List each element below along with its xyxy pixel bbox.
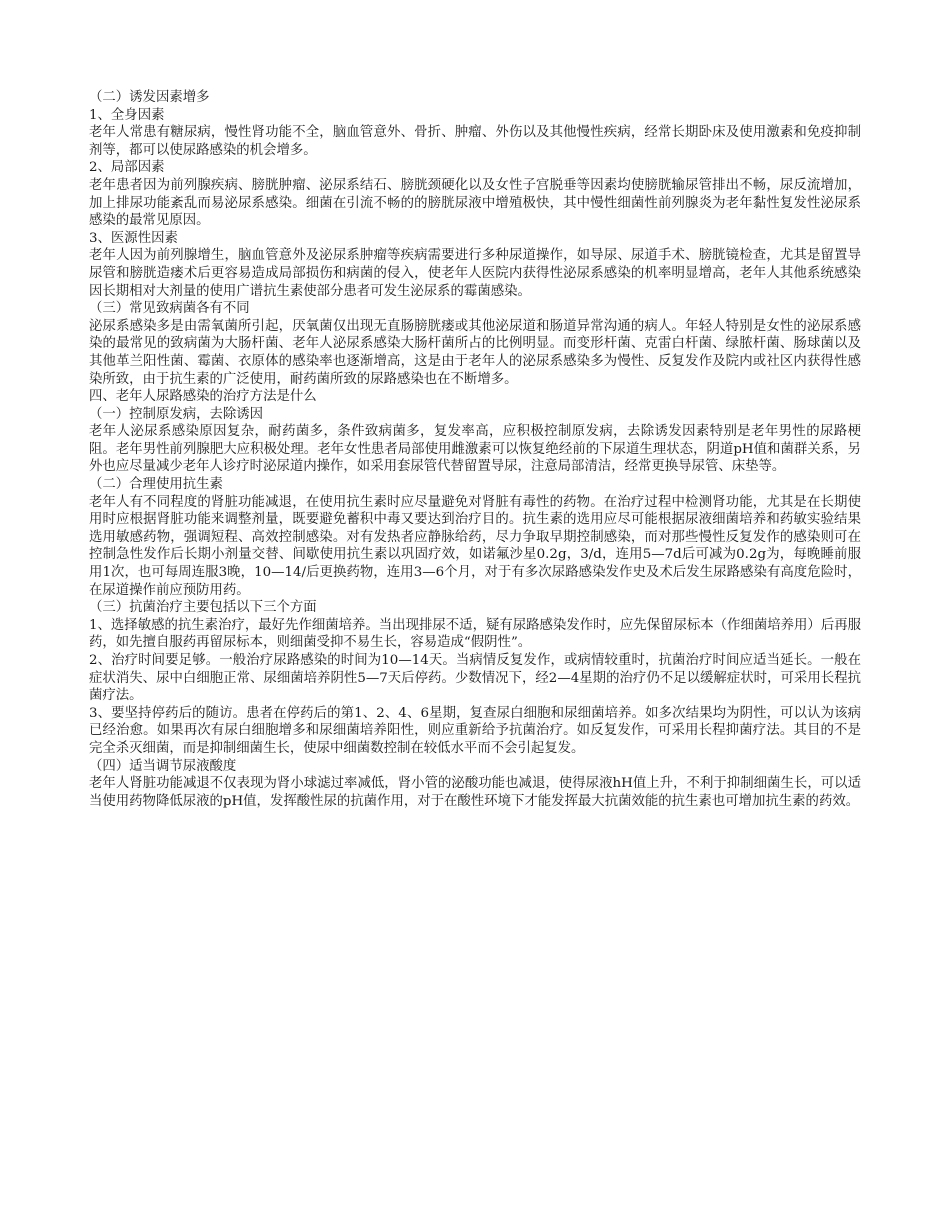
paragraph: 3、要坚持停药后的随访。患者在停药后的第1、2、4、6星期，复查尿白细胞和尿细菌培养。如多次结果均为阴性，可以认为该病已经治愈。如果再次有尿白细胞增多和尿细菌培养阳性，则应重新给予抗菌治疗。如反复发作，可采用长程抑菌疗法。其目的不是完全杀灭细菌，而是抑制细菌生长，使尿中细菌数控制在较低水平而不会引起复发。 <box>89 705 861 756</box>
paragraph: 老年患者因为前列腺疾病、膀胱肿瘤、泌尿系结石、膀胱颈硬化以及女性子宫脱垂等因素均使膀胱输尿管排出不畅，尿反流增加，加上排尿功能紊乱而易泌尿系感染。细菌在引流不畅的的膀胱尿液中增殖极快，其中慢性细菌性前列腺炎为老年黏性复发性泌尿系感染的最常见原因。 <box>89 177 861 229</box>
document-body <box>89 89 861 810</box>
subsection-heading: 3、医源性因素 <box>89 230 178 246</box>
paragraph: 老年人肾脏功能减退不仅表现为肾小球滤过率减低，肾小管的泌酸功能也减退，使得尿液hH值上升，不利于抑制细菌生长，可以适当使用药物降低尿液的pH值，发挥酸性尿的抗菌作用，对于在酸性环境下才能发挥最大抗菌效能的抗生素也可增加抗生素的药效。 <box>89 776 861 809</box>
paragraph: 老年人因为前列腺增生，脑血管意外及泌尿系肿瘤等疾病需要进行多种尿道操作，如导尿、尿道手术、膀胱镜检查，尤其是留置导尿管和膀胱造瘘术后更容易造成局部损伤和病菌的侵入，使老年人医院内获得性泌尿系感染的机率明显增高，老年人其他系统感染因长期相对大剂量的使用广谱抗生素使部分患者可发生泌尿系的霉菌感染。 <box>89 248 861 299</box>
subsection-heading: 1、全身因素 <box>89 107 165 123</box>
section-heading: （二）合理使用抗生素 <box>89 477 223 493</box>
subsection-heading: 2、局部因素 <box>89 160 165 176</box>
section-heading: （一）控制原发病，去除诱因 <box>89 406 264 422</box>
paragraph: 2、治疗时间要足够。一般治疗尿路感染的时间为10—14天。当病情反复发作，或病情较重时，抗菌治疗时间应适当延长。一般在症状消失、尿中白细胞正常、尿细菌培养阴性5—7天后停药。少数情况下，经2—4星期的治疗仍不足以缓解症状时，可采用长程抗菌疗法。 <box>89 653 861 704</box>
paragraph: 老年人常患有糖尿病，慢性肾功能不全，脑血管意外、骨折、肿瘤、外伤以及其他慢性疾病，经常长期卧床及使用激素和免疫抑制剂等，都可以使尿路感染的机会增多。 <box>89 125 861 158</box>
paragraph: 泌尿系感染多是由需氧菌所引起，厌氧菌仅出现无直肠膀胱瘘或其他泌尿道和肠道异常沟通的病人。年轻人特别是女性的泌尿系感染的最常见的致病菌为大肠杆菌、老年人泌尿系感染大肠杆菌所占的比例明显。而变形杆菌、克雷白杆菌、绿脓杆菌、肠球菌以及其他革兰阳性菌、霉菌、衣原体的感染率也逐渐增高，这是由于老年人的泌尿系感染多为慢性、反复发作及院内或社区内获得性感染所致，由于抗生素的广泛使用，耐药菌所致的尿路感染也在不断增多。 <box>89 318 861 387</box>
section-heading: （二）诱发因素增多 <box>89 90 210 105</box>
section-heading: （三）抗菌治疗主要包括以下三个方面 <box>89 600 317 616</box>
section-heading: （四）适当调节尿液酸度 <box>89 758 237 774</box>
paragraph: 1、选择敏感的抗生素治疗，最好先作细菌培养。当出现排尿不适，疑有尿路感染发作时，应先保留尿标本（作细菌培养用）后再服药，如先擅自服药再留尿标本，则细菌受抑不易生长，容易造成“假阴性”。 <box>89 617 861 651</box>
paragraph: 老年人泌尿系感染原因复杂，耐药菌多，条件致病菌多，复发率高，应积极控制原发病，去除诱发因素特别是老年男性的尿路梗阻。老年男性前列腺肥大应积极处理。老年女性患者局部使用雌激素可以恢复绝经前的下尿道生理状态，阴道pH值和菌群关系，另外也应尽量减少老年人诊疗时泌尿道内操作，如采用套尿管代替留置导尿，注意局部清洁，经常更换导尿管、床垫等。 <box>89 424 861 475</box>
section-heading: （三）常见致病菌各有不同 <box>89 301 250 317</box>
paragraph: 老年人有不同程度的肾脏功能减退，在使用抗生素时应尽量避免对肾脏有毒性的药物。在治疗过程中检测肾功能，尤其是在长期使用时应根据肾脏功能来调整剂量，既要避免蓄积中毒又要达到治疗目的。抗生素的选用应尽可能根据尿液细菌培养和药敏实验结果选用敏感药物，强调短程、高效控制感染。对有发热者应静脉给药，尽力争取早期控制感染，而对那些慢性反复发作的感染则可在控制急性发作后长期小剂量交替、间歇使用抗生素以巩固疗效，如诺氟沙星0.2g，3/d，连用5—7d后可减为0.2g为，每晚睡前服用1次，也可每周连服3晚，10—14/后更换药物，连用3—6个月，对于有多次尿路感染发作史及术后发生尿路感染有高度危险时，在尿道操作前应预防用药。 <box>89 494 861 598</box>
chapter-heading: 四、老年人尿路感染的治疗方法是什么 <box>89 389 317 405</box>
